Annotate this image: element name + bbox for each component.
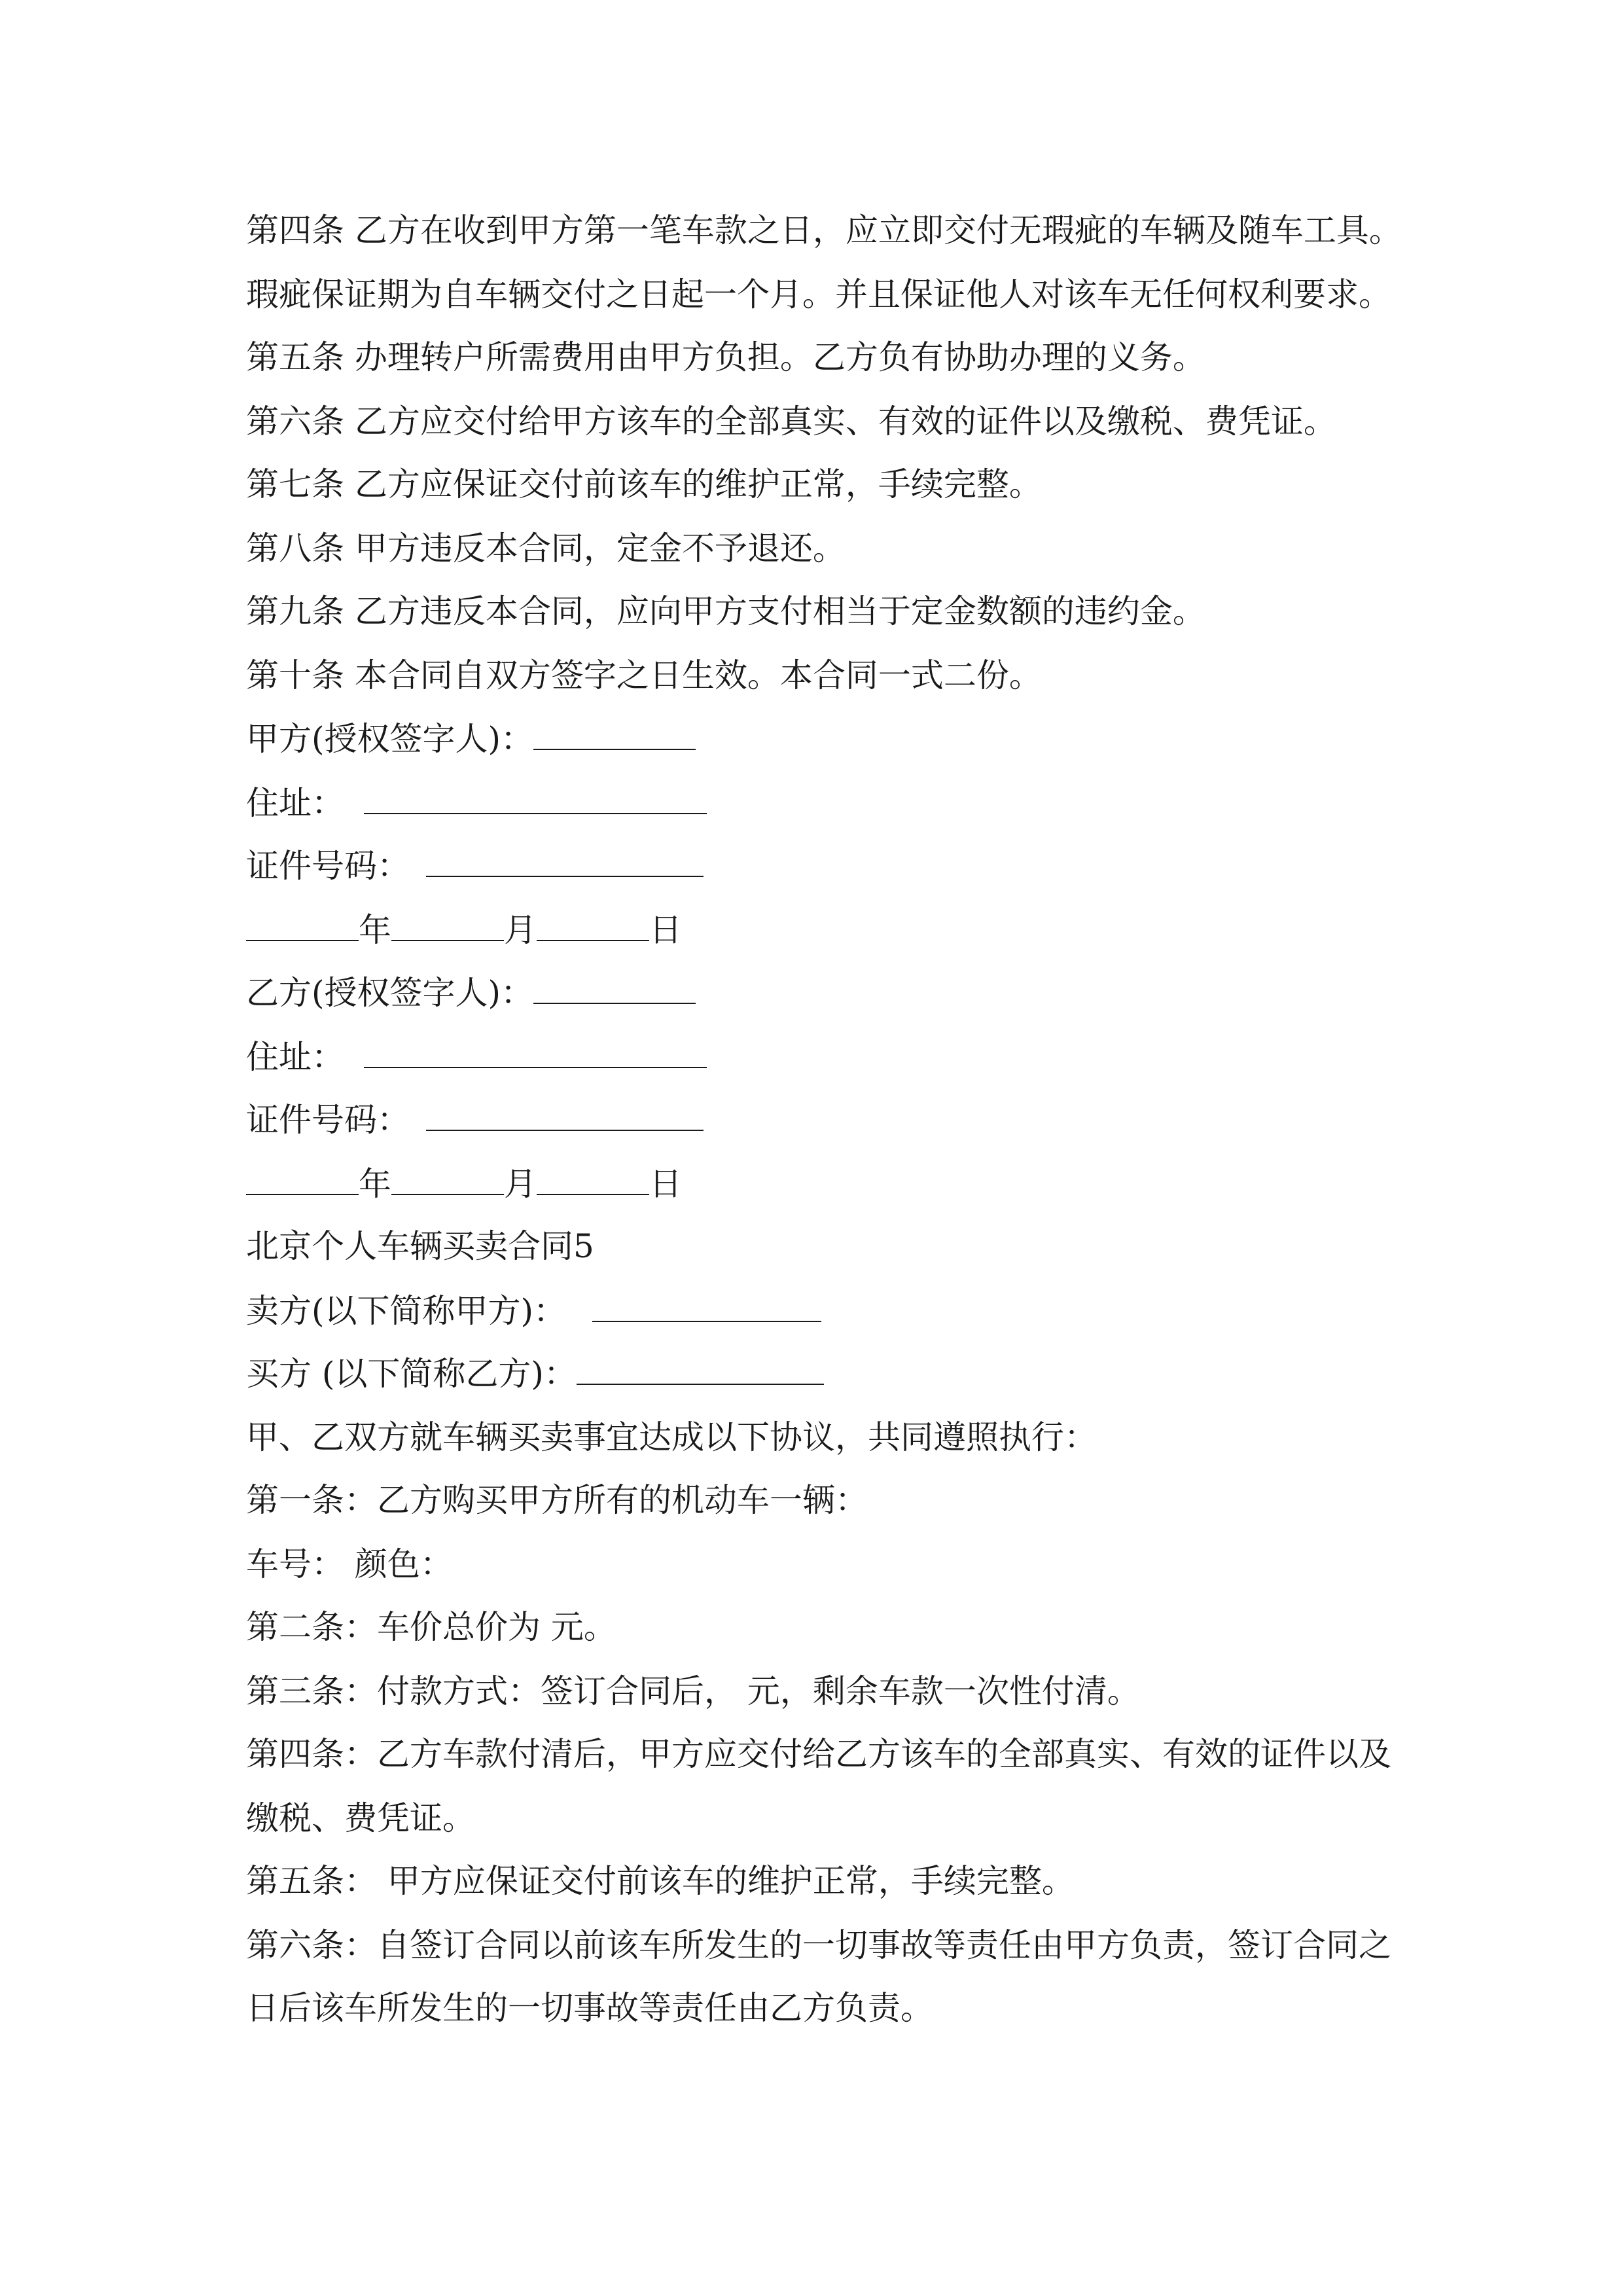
- party-b-id: [246, 1100, 704, 1139]
- party-b-id-label: 证件号码：: [246, 1101, 410, 1139]
- seller-label: 卖方(以下简称甲方)：: [246, 1292, 567, 1330]
- party-a-day: 日: [649, 911, 682, 949]
- party-b-day-blank: [537, 1164, 649, 1195]
- party-b-year: 年: [359, 1165, 391, 1203]
- clause-2: 第二条：车价总价为 元。: [246, 1608, 616, 1646]
- clause-1: 第一条：乙方购买甲方所有的机动车一辆：: [246, 1481, 868, 1519]
- party-b-month: 月: [504, 1165, 537, 1203]
- article-10: 第十条 本合同自双方签字之日生效。本合同一式二份。: [246, 656, 1042, 694]
- party-a-address-blank: [364, 783, 707, 814]
- intro: 甲、乙双方就车辆买卖事宜达成以下协议，共同遵照执行：: [246, 1418, 1097, 1456]
- party-b-address-blank: [364, 1037, 707, 1068]
- party-a-month: 月: [504, 911, 537, 949]
- seller-line: [246, 1291, 821, 1331]
- article-7: 第七条 乙方应保证交付前该车的维护正常，手续完整。: [246, 465, 1042, 503]
- seller-blank: [592, 1291, 821, 1322]
- party-b-signer-blank: [533, 973, 696, 1004]
- buyer-blank: [577, 1354, 824, 1385]
- clause-4-line-2: 缴税、费凭证。: [246, 1799, 475, 1837]
- party-a-day-blank: [537, 910, 649, 941]
- party-a-id-blank: [426, 846, 704, 877]
- party-a-year-blank: [246, 910, 359, 941]
- article-6: 第六条 乙方应交付给甲方该车的全部真实、有效的证件以及缴税、费凭证。: [246, 403, 1336, 440]
- article-9: 第九条 乙方违反本合同，应向甲方支付相当于定金数额的违约金。: [246, 592, 1205, 630]
- party-b-day: 日: [649, 1165, 682, 1203]
- buyer-label: 买方 (以下简称乙方)：: [246, 1355, 577, 1393]
- party-a-date: [246, 910, 682, 950]
- party-b-signer: [246, 973, 696, 1013]
- clause-3: 第三条：付款方式：签订合同后， 元，剩余车款一次性付清。: [246, 1672, 1140, 1710]
- clause-4-line-1: 第四条：乙方车款付清后，甲方应交付给乙方该车的全部真实、有效的证件以及: [246, 1735, 1391, 1773]
- article-8: 第八条 甲方违反本合同，定金不予退还。: [246, 529, 846, 567]
- contract-5-title: 北京个人车辆买卖合同5: [246, 1227, 594, 1265]
- party-b-year-blank: [246, 1164, 359, 1195]
- article-4-line-2: 瑕疵保证期为自车辆交付之日起一个月。并且保证他人对该车无任何权利要求。: [246, 276, 1391, 314]
- plate-color: 车号： 颜色：: [246, 1545, 453, 1583]
- party-b-month-blank: [391, 1164, 504, 1195]
- article-4-line-1: 第四条 乙方在收到甲方第一笔车款之日，应立即交付无瑕疵的车辆及随车工具。: [246, 211, 1402, 249]
- party-a-id: [246, 846, 704, 886]
- article-5: 第五条 办理转户所需费用由甲方负担。乙方负有协助办理的义务。: [246, 338, 1205, 376]
- party-a-id-label: 证件号码：: [246, 847, 410, 885]
- party-a-address: [246, 783, 707, 823]
- party-b-id-blank: [426, 1100, 704, 1131]
- party-a-year: 年: [359, 911, 391, 949]
- clause-5: 第五条： 甲方应保证交付前该车的维护正常，手续完整。: [246, 1862, 1075, 1900]
- clause-6-line-2: 日后该车所发生的一切事故等责任由乙方负责。: [246, 1989, 933, 2027]
- party-a-signer: [246, 719, 696, 759]
- clause-6-line-1: 第六条：自签订合同以前该车所发生的一切事故等责任由甲方负责，签订合同之: [246, 1926, 1391, 1964]
- party-b-signer-label: 乙方(授权签字人)：: [246, 974, 534, 1012]
- party-a-month-blank: [391, 910, 504, 941]
- party-a-signer-label: 甲方(授权签字人)：: [246, 720, 534, 758]
- party-a-signer-blank: [533, 719, 696, 750]
- party-b-address: [246, 1037, 707, 1077]
- buyer-line: [246, 1354, 824, 1393]
- party-b-date: [246, 1164, 682, 1204]
- party-b-address-label: 住址：: [246, 1038, 344, 1076]
- party-a-address-label: 住址：: [246, 784, 344, 822]
